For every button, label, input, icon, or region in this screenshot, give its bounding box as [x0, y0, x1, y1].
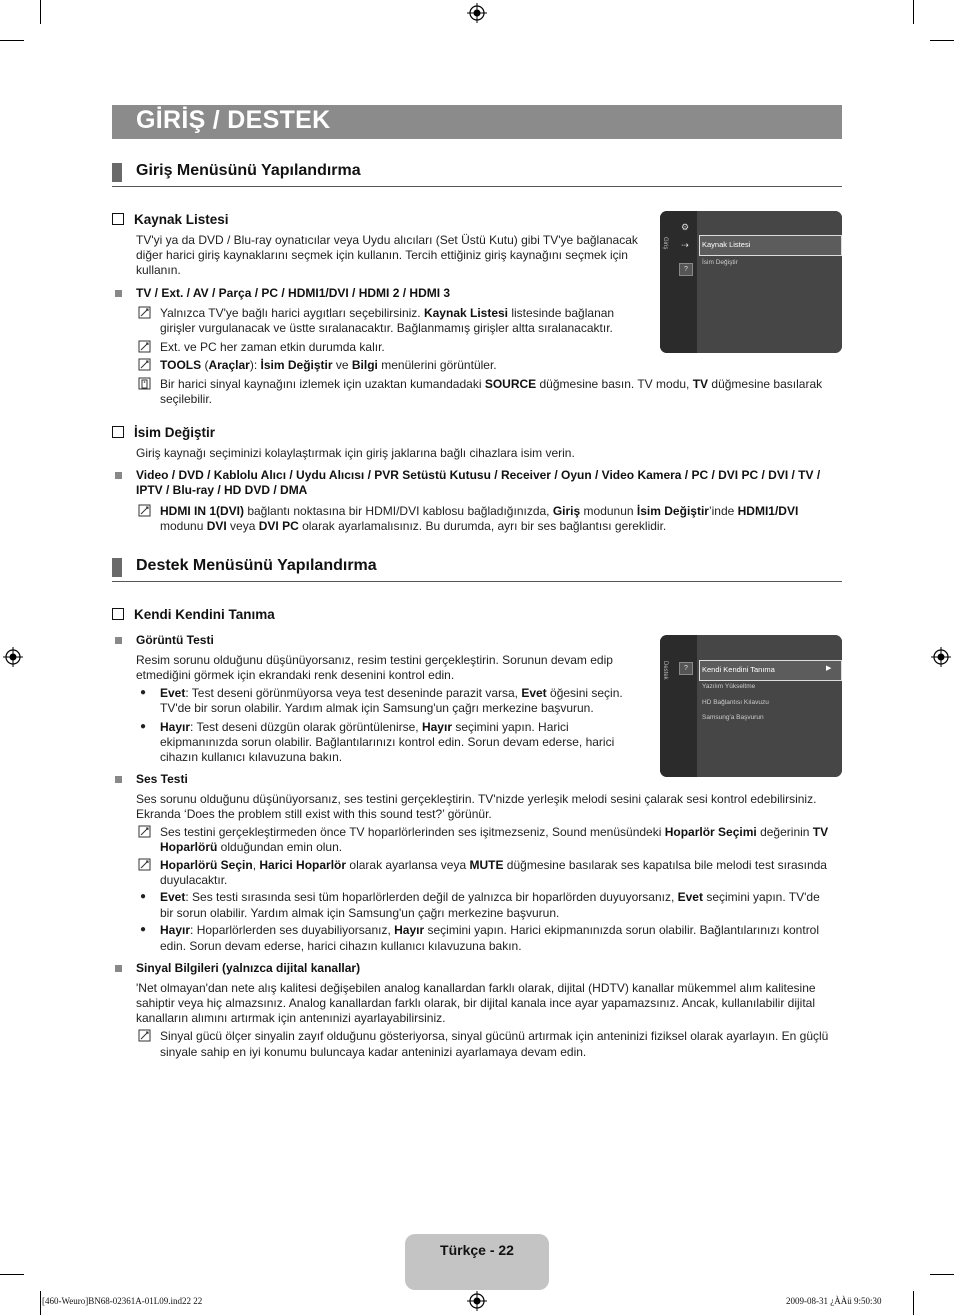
square-bullet-icon: [115, 290, 122, 297]
crop-mark: [40, 0, 41, 24]
note-line: Hoparlörü olduğundan emin olun.: [160, 840, 343, 854]
crop-mark: [930, 40, 954, 41]
checkbox-bullet-icon: [112, 608, 124, 620]
bullet-line: Hayır: Hoparlörlerden ses duyabiliyorsanız, Hayır seçimini yapın. Harici ekipmanınızda sorun olabilir. Bağlantılarınızı kontrol: [160, 923, 820, 937]
help-icon: ?: [679, 263, 693, 276]
paragraph-line: sahiptir veya hiç almazsınız. Analog kanallardan farklı olarak, bir dijital kanala ince ayar yapamazsınız. Ancak, kullanılabilir dijital: [136, 996, 816, 1010]
bullet-line: cihazın kullanıcı kılavuzuna bakın.: [160, 750, 343, 764]
paragraph-line: Resim sorunu olduğunu düşünüyorsanız, resim testini gerçekleştirin. Sorunun devam edip: [136, 653, 613, 667]
menu-screenshot-destek: [660, 635, 842, 777]
arrow-right-icon: ▶: [826, 665, 832, 672]
crop-mark: [40, 1291, 41, 1315]
registration-mark-icon: [467, 3, 487, 23]
note-line: duyulacaktır.: [160, 873, 228, 887]
registration-mark-icon: [931, 647, 951, 667]
crop-mark: [0, 1274, 24, 1275]
checkbox-bullet-icon: [112, 426, 124, 438]
bullet-line: edin. Sorun devam ederse, harici cihazın kullanıcı kılavuzuna bakın.: [160, 939, 522, 953]
menu-sidebar: [660, 635, 697, 777]
sub-subheading: Sinyal Bilgileri (yalnızca dijital kanallar): [136, 961, 361, 975]
section-heading-destek: [112, 557, 842, 582]
remote-icon: [138, 377, 152, 391]
paragraph-line: Giriş kaynağı seçiminizi kolaylaştırmak için giriş jaklarına bağlı cihazlara isim verin.: [136, 446, 575, 460]
page-title-bar: [112, 105, 842, 139]
note-icon: [138, 358, 152, 372]
crop-mark: [930, 1274, 954, 1275]
registration-mark-icon: [467, 1291, 487, 1311]
round-bullet-icon: ●: [140, 891, 147, 902]
paragraph-line: etmediğini görmek için ekrandaki renk desenini kontrol edin.: [136, 668, 455, 682]
note-line: sinyale sahip en iyi konumu buluncaya kadar anteninizi ayarlamaya devam edin.: [160, 1045, 587, 1059]
menu-item-kendi-kendini-tanima: Kendi Kendini Tanıma: [702, 665, 775, 674]
square-bullet-icon: [115, 472, 122, 479]
note-icon: [138, 340, 152, 354]
menu-item-isim-degistir: İsim Değiştir: [702, 259, 738, 266]
menu-item-yazilim-yukseltme: Yazılım Yükseltme: [702, 683, 756, 690]
menu-panel: [697, 211, 842, 353]
note-line: HDMI IN 1(DVI) bağlantı noktasına bir HDMI/DVI kablosu bağladığınızda, Giriş modunun İsim Değiştir’inde HDMI1/DVI: [160, 504, 799, 518]
crop-mark: [0, 40, 24, 41]
menu-panel: [697, 635, 842, 777]
input-plug-icon: ⇢: [681, 240, 689, 250]
round-bullet-icon: ●: [140, 924, 147, 935]
menu-side-label: Giriş: [662, 237, 668, 250]
paragraph-line: TV'yi ya da DVD / Blu-ray oynatıcılar veya Uydu alıcıları (Set Üstü Kutu) gibi TV'ye bağlanacak: [136, 233, 638, 247]
note-line: TOOLS (Araçlar): İsim Değiştir ve Bilgi menülerini görüntüler.: [160, 358, 497, 372]
note-line: Hoparlörü Seçin, Harici Hoparlör olarak ayarlansa veya MUTE düğmesine basılarak ses kapatılsa bile melodi test sırasında: [160, 858, 827, 872]
bullet-line: TV'de bir sorun olabilir. Yardım almak için Samsung'un çağrı merkezine başvurun.: [160, 701, 594, 715]
name-options: IPTV / Blu-ray / HD DVD / DMA: [136, 483, 308, 497]
paragraph-line: kanalların alımını artırmak için antenınizi ayarlayabilirsiniz.: [136, 1011, 446, 1025]
paragraph-line: kullanın.: [136, 263, 181, 277]
menu-item-hd-baglantisi: HD Bağlantısı Kılavuzu: [702, 699, 769, 706]
round-bullet-icon: ●: [140, 687, 147, 698]
bullet-line: bir sorun olabilir. Yardım almak için Samsung'un çağrı merkezine başvurun.: [160, 906, 560, 920]
registration-mark-icon: [3, 647, 23, 667]
sub-subheading: Görüntü Testi: [136, 633, 214, 647]
note-line: girişler vurgulanacak ve üstte sıralanacaktır. Bağlanmamış girişler altta sıralanacaktır.: [160, 321, 613, 335]
section-title: Destek Menüsünü Yapılandırma: [136, 557, 377, 574]
menu-side-label: Destek: [662, 661, 668, 680]
crop-mark: [913, 1291, 914, 1315]
menu-item-samsunga-basvurun: Samsung'a Başvurun: [702, 714, 764, 721]
note-icon: [138, 306, 152, 320]
subheading-kaynak-listesi: Kaynak Listesi: [112, 212, 229, 227]
page-number-tab: [405, 1234, 549, 1290]
paragraph-line: 'Net olmayan'dan nete alış kalitesi değişebilen analog kanallardan farklı olarak, dijital (HDTV) kanallar mükemmel alım kalitesine: [136, 981, 816, 995]
note-icon: [138, 1029, 152, 1043]
paragraph-line: Ekranda ‘Does the problem still exist with this sound test?’ görünür.: [136, 807, 492, 821]
sub-subheading: Ses Testi: [136, 772, 188, 786]
name-options: Video / DVD / Kablolu Alıcı / Uydu Alıcısı / PVR Setüstü Kutusu / Receiver / Oyun / Video Kamera / PC / DVI PC / DVI / TV /: [136, 468, 821, 482]
note-line: Bir harici sinyal kaynağını izlemek için uzaktan kumandadaki SOURCE düğmesine basın. TV modu, TV düğmesine basılarak: [160, 377, 823, 391]
paragraph-line: Ses sorunu olduğunu düşünüyorsanız, ses testini gerçekleştirin. TV'nizde yerleşik melodi sesini çalarak sesi kontrol edebilirsiniz.: [136, 792, 817, 806]
subheading-isim-degistir: İsim Değiştir: [112, 425, 215, 440]
note-icon: [138, 825, 152, 839]
note-icon: [138, 858, 152, 872]
note-line: modunu DVI veya DVI PC olarak ayarlamalısınız. Bu durumda, ayrı bir ses bağlantısı gereklidir.: [160, 519, 667, 533]
gear-icon: ⚙: [680, 222, 690, 232]
menu-screenshot-giris: [660, 211, 842, 353]
help-icon: ?: [679, 662, 693, 675]
note-line: Ses testini gerçekleştirmeden önce TV hoparlörlerinden ses işitmezseniz, Sound menüsündeki Hoparlör Seçimi değerinin TV: [160, 825, 829, 839]
square-bullet-icon: [115, 965, 122, 972]
bullet-line: Evet: Test deseni görünmüyorsa veya test deseninde parazit varsa, Evet öğesini seçin.: [160, 686, 623, 700]
note-line: Yalnızca TV'ye bağlı harici aygıtları seçebilirsiniz. Kaynak Listesi listesinde bağlanan: [160, 306, 615, 320]
section-marker: [112, 163, 122, 182]
section-heading-giris: [112, 162, 842, 187]
note-line: Ext. ve PC her zaman etkin durumda kalır.: [160, 340, 385, 354]
square-bullet-icon: [115, 776, 122, 783]
round-bullet-icon: ●: [140, 721, 147, 732]
page-number: Türkçe - 22: [440, 1242, 514, 1258]
menu-item-kaynak-listesi: Kaynak Listesi: [702, 240, 751, 249]
section-marker: [112, 558, 122, 577]
print-slug-left: [460-Weuro]BN68-02361A-01L09.ind22 22: [42, 1296, 203, 1306]
checkbox-bullet-icon: [112, 213, 124, 225]
bullet-line: Hayır: Test deseni düzgün olarak görüntülenirse, Hayır seçimini yapın. Harici: [160, 720, 569, 734]
paragraph-line: diğer harici giriş kaynaklarını seçmek için kullanın. Tercih ettiğiniz giriş kaynağını seçmek için: [136, 248, 628, 262]
crop-mark: [913, 0, 914, 24]
page-title: GİRİŞ / DESTEK: [136, 106, 331, 134]
subheading-kendi-kendini-tanima: Kendi Kendini Tanıma: [112, 607, 275, 622]
print-slug-right: 2009-08-31 ¿ÀÀü 9:50:30: [786, 1296, 882, 1306]
section-title: Giriş Menüsünü Yapılandırma: [136, 162, 361, 179]
square-bullet-icon: [115, 637, 122, 644]
note-line: Sinyal gücü ölçer sinyalin zayıf olduğunu gösteriyorsa, sinyal gücünü artırmak için anteninizi fiziksel olarak ayarlayın. En güçlü: [160, 1029, 829, 1043]
bullet-line: ekipmanınızda sorun olabilir. Bağlantılarınızı kontrol edin. Sorun devam ederse, harici: [160, 735, 615, 749]
source-options: TV / Ext. / AV / Parça / PC / HDMI1/DVI / HDMI 2 / HDMI 3: [136, 286, 451, 300]
note-icon: [138, 504, 152, 518]
bullet-line: Evet: Ses testi sırasında sesi tüm hoparlörlerden değil de yalnızca bir hoparlörden duyuyorsanız, Evet seçimini yapın. TV'de: [160, 890, 820, 904]
note-line: seçilebilir.: [160, 392, 213, 406]
